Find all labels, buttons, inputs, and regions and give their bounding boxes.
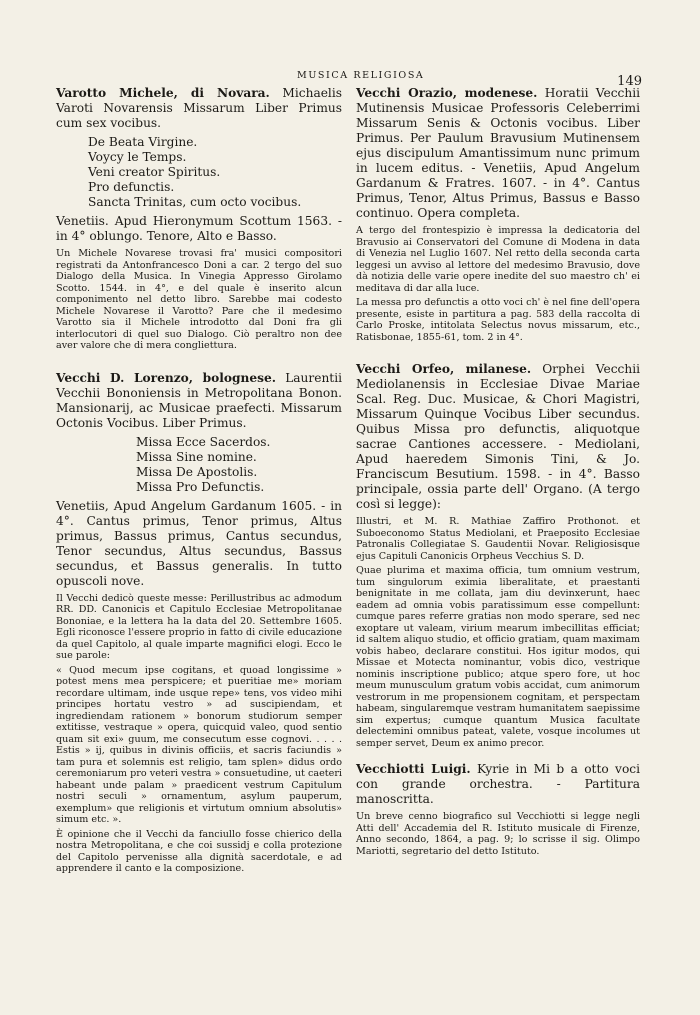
entry-title: Horatii Vecchii Mutinensis Musicae Professoris Celeberrimi Missarum Senis & Octonis vocibus. Liber Primus. Per Paulum Bravusium Mutinensem ejus discipulum Amantissimum nunc primum in lucem editus. - Venetiis, Apud Angelum Gardanum & Fratres. 1607. - in 4°. Cantus Primus, Tenor, Altus Primus, Bassus e Basso continuo. Opera completa.: [356, 86, 640, 220]
commentary-note: La messa pro defunctis a otto voci ch' è nel fine dell'opera presente, esiste in partitura a pag. 583 della raccolta di Carlo Proske, intitolata Selectus novus missarum, etc., Ratisbonae, 1855-61, tom. 2 in 4°.: [356, 297, 640, 343]
mass-item: Sancta Trinitas, cum octo vocibus.: [88, 195, 302, 209]
mass-item: Veni creator Spiritus.: [88, 165, 221, 179]
entry-title: Orphei Vecchii Mediolanensis in Ecclesiae Divae Mariae Scal. Reg. Duc. Musicae, & Chori Magistri, Missarum Quinque Vocibus Liber secundus. Quibus Missa pro defunctis, aliquotque sacrae Cantiones accessere. - Mediolani, Apud haeredem Simonis Tini, & Jo. Franciscum Besutium. 1598. - in 4°. Basso principale, ossia parte dell' Organo. (A tergo così si legge):: [356, 362, 640, 511]
mass-list: [56, 435, 342, 495]
dedication-text: Illustri, et M. R. Mathiae Zaffiro Prothonot. et Suboeconomo Status Mediolani, et Praeposito Ecclesiae Patronalis Collegiatae S. Gaudentii Novar. Religiosisque ejus Capituli Canonicis Orpheus Vecchius S. D.: [356, 516, 640, 562]
right-column: [356, 86, 640, 860]
entry-title: Michaelis Varoti Novarensis Missarum Liber Primus cum sex vocibus.: [56, 86, 342, 130]
mass-list: [56, 135, 342, 210]
running-title: MUSICA RELIGIOSA: [297, 70, 425, 81]
entry-heading: Varotto Michele, di Novara.: [56, 86, 270, 100]
entry-title: Kyrie in Mi b a otto voci con grande orchestra. - Partitura manoscritta.: [356, 762, 641, 806]
mass-item: Pro defunctis.: [88, 180, 175, 194]
mass-item: Missa De Apostolis.: [136, 464, 258, 479]
mass-item: Missa Sine nomine.: [136, 449, 257, 464]
entry-heading: Vecchiotti Luigi.: [356, 762, 471, 776]
entry-vecchi-lorenzo: [56, 371, 342, 431]
commentary-note: Il Vecchi dedicò queste messe: Perillustribus ac admodum RR. DD. Canonicis et Capitulo Ecclesiae Metropolitanae Bononiae, e la lettera ha la data del 20. Settembre 1605. Egli riconosce l'essere proprio in fatto di civile educazione da quel Capitolo, al quale imparte magnifici elogi. Ecco le sue parole:: [56, 592, 342, 661]
page-number: 149: [617, 74, 642, 89]
mass-item: Voycy le Temps.: [88, 150, 187, 164]
entry-title: Laurentii Vecchii Bononiensis in Metropolitana Bonon. Mansionarij, ac Musicae praefecti. Missarum Octonis Vocibus. Liber Primus.: [56, 370, 342, 430]
commentary-note: A tergo del frontespizio è impressa la dedicatoria del Bravusio ai Conservatori del Comune di Modena in data di Venezia nel Luglio 1607. Nel retto della seconda carta leggesi un avviso al lettore del medesimo Bravusio, dove dà notizia delle varie opere inedite del suo maestro ch' ei meditava di dar alla luce.: [356, 225, 640, 294]
commentary-note: Un breve cenno biografico sul Vecchiotti si legge negli Atti dell' Accademia del R. Istituto musicale di Firenze, Anno secondo, 1864, a pag. 9; lo scrisse il sig. Olimpo Mariotti, segretario del detto Istituto.: [356, 811, 640, 857]
entry-heading: Vecchi Orazio, modenese.: [356, 86, 538, 100]
latin-quotation: « Quod mecum ipse cogitans, et quoad longissime » potest mens mea perspicere; et pueritiae me» moriam recordare ultimam, inde usque repe» tens, vos video mihi principes hortatu vestro » ad suscipiendam, et ingrediendam rationem » bonorum studiorum semper extitisse, vestraque » opera, quicquid valeo, quod sentio quam sit exi» guum, me consecutum esse cognovi. . . . . Estis » ij, quibus in divinis officiis, et sacris faciundis » tam pura et solemnis est religio, tam splen» didus ordo ceremoniarum pro veteri vestra » consuetudine, ut caeteri habeant unde palam » praedicent vestrum Capitulum nostri seculi » ornamentum, asylum pauperum, exemplum» que religionis et virtutum omnium absolutis» simum etc. ».: [56, 664, 342, 825]
entry-vecchi-orazio: [356, 86, 640, 221]
entry-vecchiotti: [356, 762, 640, 807]
commentary-note: Un Michele Novarese trovasi fra' musici compositori registrati da Antonfrancesco Doni a car. 2 tergo del suo Dialogo della Musica. In Vinegia Appresso Girolamo Scotto. 1544. in 4°, e del quale è inserito alcun componimento nel detto libro. Sarebbe mai codesto Michele Novarese il Varotto? Pare che il medesimo Varotto sia il Michele introdotto dal Doni fra gli interlocutori di quel suo Dialogo. Ciò peraltro non dee aver valore che di mera congliettura.: [56, 248, 342, 351]
mass-item: Missa Ecce Sacerdos.: [136, 434, 271, 449]
entry-heading: Vecchi Orfeo, milanese.: [356, 362, 532, 376]
entry-vecchi-orfeo: [356, 362, 640, 512]
entry-heading: Vecchi D. Lorenzo, bolognese.: [56, 370, 276, 385]
publication-info: Venetiis. Apud Hieronymum Scottum 1563. - in 4° oblungo. Tenore, Alto e Basso.: [56, 214, 342, 243]
publication-info: Venetiis, Apud Angelum Gardanum 1605. - in 4°. Cantus primus, Tenor primus, Altus primus, Bassus primus, Cantus secundus, Tenor secundus, Altus secundus, Bassus secundus, et Bassus generalis. In tutto opuscoli nove.: [56, 498, 342, 588]
mass-item: Missa Pro Defunctis.: [136, 479, 265, 494]
left-column: [56, 86, 342, 878]
mass-item: De Beata Virgine.: [88, 135, 198, 149]
latin-quotation: Quae plurima et maxima officia, tum omnium vestrum, tum singulorum eximia liberalitate, et praestanti benignitate in me collata, jam diu devinxerunt, haec eadem ad omnia vobis paratissimum esse compellunt: cumque pares referre gratias non modo sperare, sed nec exoptare ut valeam, virium mearum imbecillitas efficiat; id saltem aliquo studio, et officio gratiam, quam maximam vobis habeo, declarare constitui. Hos igitur modos, qui Missae et Motecta nominantur, vobis dico, vestrique nominis inscriptione publico; atque spero fore, ut hoc meum munusculum gratum vobis accidat, cum animorum vestrorum in me propensionem cognitam, et perspectam habeam, singularemque vestram humanitatem saepissime sim expertus; cumque quantum Musica facultate delectemini omnibus pateat, valete, vosque incolumes ut semper servet, Deum ex animo precor.: [356, 565, 640, 749]
entry-varotto: [56, 86, 342, 131]
commentary-note: È opinione che il Vecchi da fanciullo fosse chierico della nostra Metropolitana, e che coi sussidj e colla protezione del Capitolo pervenisse alla dignità sacerdotale, e ad apprendere il canto e la composizione.: [56, 828, 342, 874]
